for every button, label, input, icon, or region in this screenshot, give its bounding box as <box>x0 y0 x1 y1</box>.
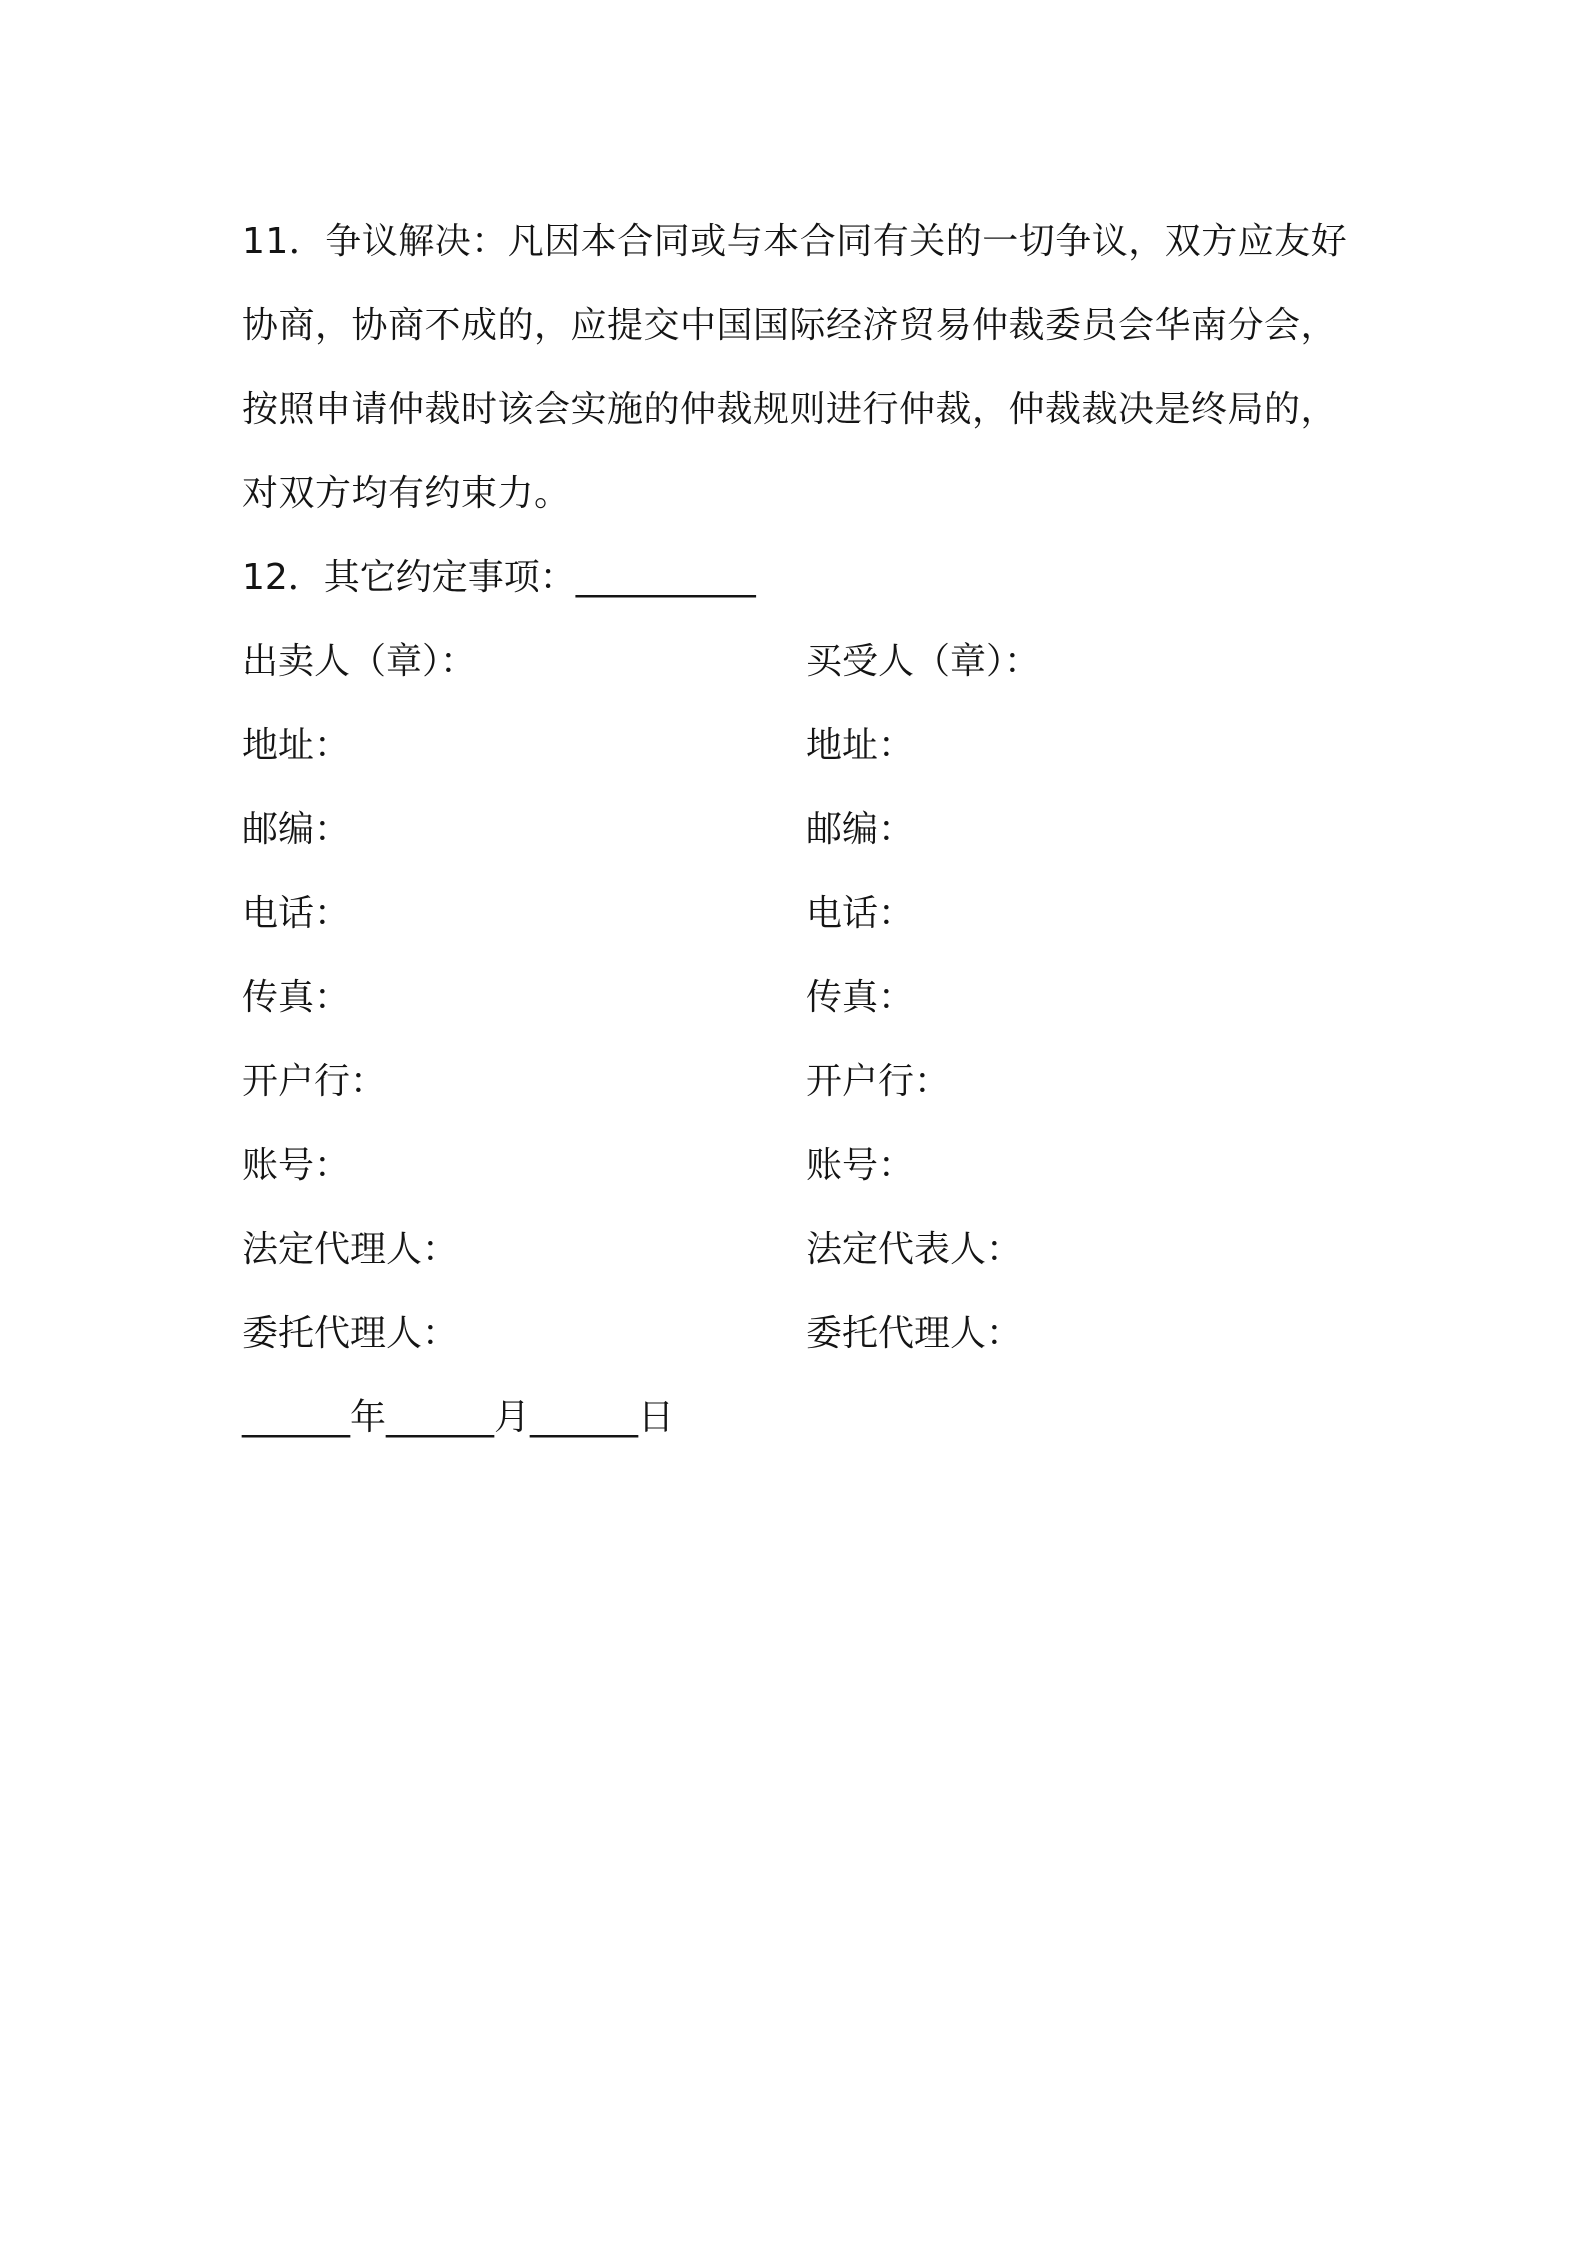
clause-11-dispute-resolution <box>242 200 1362 536</box>
buyer-address-label: 地址： <box>806 725 915 766</box>
signature-row-account <box>242 1124 1362 1208</box>
clause-11-line-3: 按照申请仲裁时该会实施的仲裁规则进行仲裁，仲裁裁决是终局的， <box>242 389 1338 430</box>
year-label: 年 <box>350 1397 387 1438</box>
clause-11-line-1: 11．争议解决：凡因本合同或与本合同有关的一切争议，双方应友好 <box>242 221 1348 262</box>
buyer-seal-label: 买受人（章）： <box>806 641 1041 682</box>
signature-row-party <box>242 620 1362 704</box>
seller-account-label: 账号： <box>242 1145 351 1186</box>
contract-content <box>242 200 1362 1460</box>
seller-seal-label: 出卖人（章）： <box>242 641 477 682</box>
buyer-entrusted-agent-label: 委托代理人： <box>806 1313 1023 1354</box>
seller-address-label: 地址： <box>242 725 351 766</box>
month-blank: ______ <box>386 1397 495 1438</box>
signature-row-bank <box>242 1040 1362 1124</box>
seller-bank-label: 开户行： <box>242 1061 387 1102</box>
buyer-postcode-label: 邮编： <box>806 809 915 850</box>
buyer-account-label: 账号： <box>806 1145 915 1186</box>
day-blank: ______ <box>530 1397 639 1438</box>
month-label: 月 <box>494 1397 531 1438</box>
signature-row-address <box>242 704 1362 788</box>
signature-row-fax <box>242 956 1362 1040</box>
signature-row-legal <box>242 1208 1362 1292</box>
buyer-fax-label: 传真： <box>806 977 915 1018</box>
signature-row-agent <box>242 1292 1362 1376</box>
clause-11-line-4: 对双方均有约束力。 <box>242 473 571 514</box>
year-blank: ______ <box>242 1397 350 1438</box>
signing-date <box>242 1376 1362 1460</box>
seller-fax-label: 传真： <box>242 977 351 1018</box>
seller-postcode-label: 邮编： <box>242 809 351 850</box>
buyer-legal-representative-label: 法定代表人： <box>806 1229 1023 1270</box>
signature-row-phone <box>242 872 1362 956</box>
buyer-bank-label: 开户行： <box>806 1061 951 1102</box>
buyer-phone-label: 电话： <box>806 893 915 934</box>
clause-12-other-matters: 12．其它约定事项：__________ <box>242 557 756 598</box>
seller-legal-agent-label: 法定代理人： <box>242 1229 459 1270</box>
signature-row-postcode <box>242 788 1362 872</box>
seller-phone-label: 电话： <box>242 893 351 934</box>
signature-block <box>242 620 1362 1376</box>
clause-11-line-2: 协商，协商不成的，应提交中国国际经济贸易仲裁委员会华南分会， <box>242 305 1338 346</box>
seller-entrusted-agent-label: 委托代理人： <box>242 1313 459 1354</box>
day-label: 日 <box>638 1397 675 1438</box>
